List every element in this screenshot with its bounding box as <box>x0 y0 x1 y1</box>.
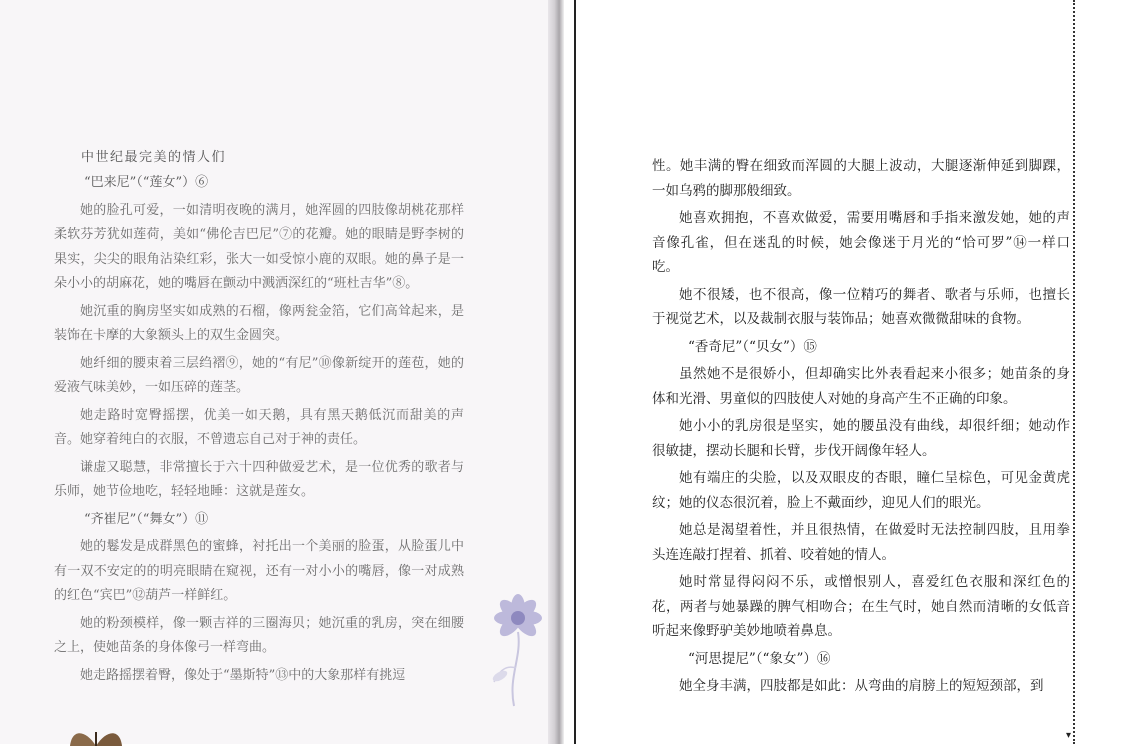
section-heading: “巴来尼”（“莲女”）⑥ <box>84 175 209 190</box>
paragraph: 她走路时宽臀摇摆，优美一如天鹅，具有黑天鹅低沉而甜美的声音。她穿着纯白的衣服，不曾遗忘自己对于神的责任。 <box>54 407 464 447</box>
paragraph: 她小小的乳房很是坚实，她的腰虽没有曲线，却很纤细；她动作很敏捷，摆动长腿和长臂，步伐开阔像年轻人。 <box>652 418 1070 459</box>
right-page-edge <box>1073 0 1075 744</box>
paragraph: 她的鬈发是成群黑色的蜜蜂，衬托出一个美丽的脸蛋，从脸蛋儿中有一双不安定的的明亮眼睛在窥视，还有一对小小的嘴唇，像一对成熟的红色“宾巴”⑫葫芦一样鲜红。 <box>54 539 464 603</box>
paragraph: 她不很矮，也不很高，像一位精巧的舞者、歌者与乐师，也擅长于视觉艺术，以及裁制衣服与装饰品；她喜欢微微甜味的食物。 <box>652 286 1070 327</box>
paragraph-continued: 性。她丰满的臀在细致而浑圆的大腿上波动，大腿逐渐伸延到脚踝，一如乌鸦的脚那般细致。 <box>652 158 1070 199</box>
paragraph: 她时常显得闷闷不乐，或憎恨别人，喜爱红色衣服和深红色的花，两者与她暴躁的脾气相吻合；在生气时，她自然而清晰的女低音听起来像野驴美妙地喷着鼻息。 <box>652 574 1070 639</box>
section-heading: “河思提尼”（“象女”）⑯ <box>688 650 831 667</box>
paragraph: 她总是渴望着性，并且很热情，在做爱时无法控制四肢，且用拳头连连敲打捏着、抓着、咬着她的情人。 <box>652 522 1070 563</box>
paragraph: 她的粉颈模样，像一颗吉祥的三圈海贝；她沉重的乳房，突在细腰之上，使她苗条的身体像弓一样弯曲。 <box>54 615 464 655</box>
paragraph: 谦虚又聪慧，非常擅长于六十四种做爱艺术，是一位优秀的歌者与乐师，她节俭地吃，轻轻地睡：这就是莲女。 <box>54 459 464 499</box>
paragraph: 她沉重的胸房坚实如成熟的石榴，像两瓮金箔，它们高耸起来，是装饰在卡摩的大象额头上的双生金圆突。 <box>54 303 464 343</box>
right-page-text <box>652 154 1070 702</box>
page-corner-mark: ▾ <box>1066 730 1072 741</box>
paragraph: 她走路摇摆着臀，像处于“墨斯特”⑬中的大象那样有挑逗 <box>80 667 406 683</box>
left-page-text <box>54 146 464 691</box>
running-head: 中世纪最完美的情人们 <box>81 150 227 165</box>
lotus-flower-illustration <box>478 588 558 708</box>
section-heading: “齐崔尼”（“舞女”）⑪ <box>84 511 209 527</box>
butterfly-illustration <box>64 726 128 746</box>
paragraph: 她的脸孔可爱，一如清明夜晚的满月，她浑圆的四肢像胡桃花那样柔软芬芳犹如莲荷，美如“佛伦吉巴尼”⑦的花瓣。她的眼睛是野李树的果实，尖尖的眼角沾染红彩，张大一如受惊小鹿的双眼。她的鼻子是一朵小小的胡麻花，她的嘴唇在颤动中溅洒深红的“班杜吉华”⑧。 <box>54 202 464 291</box>
paragraph: 她全身丰满，四肢都是如此：从弯曲的肩膀上的短短颈部，到 <box>679 678 1044 694</box>
section-heading: “香奇尼”（“贝女”）⑮ <box>688 338 817 355</box>
paragraph: 她有端庄的尖脸，以及双眼皮的杏眼，瞳仁呈棕色，可见金黄虎纹；她的仪态很沉着，脸上不戴面纱，迎见人们的眼光。 <box>652 470 1070 511</box>
paragraph: 她纤细的腰束着三层绉褶⑨，她的“有尼”⑩像新绽开的莲苞，她的爱液气味美妙，一如压碎的莲茎。 <box>54 355 464 395</box>
paragraph: 她喜欢拥抱，不喜欢做爱，需要用嘴唇和手指来激发她，她的声音像孔雀，但在迷乱的时候，她会像迷于月光的“恰可罗”⑭一样口吃。 <box>652 210 1070 275</box>
paragraph: 虽然她不是很娇小，但却确实比外表看起来小很多；她苗条的身体和光滑、男童似的四肢使人对她的身高产生不正确的印象。 <box>652 366 1070 407</box>
